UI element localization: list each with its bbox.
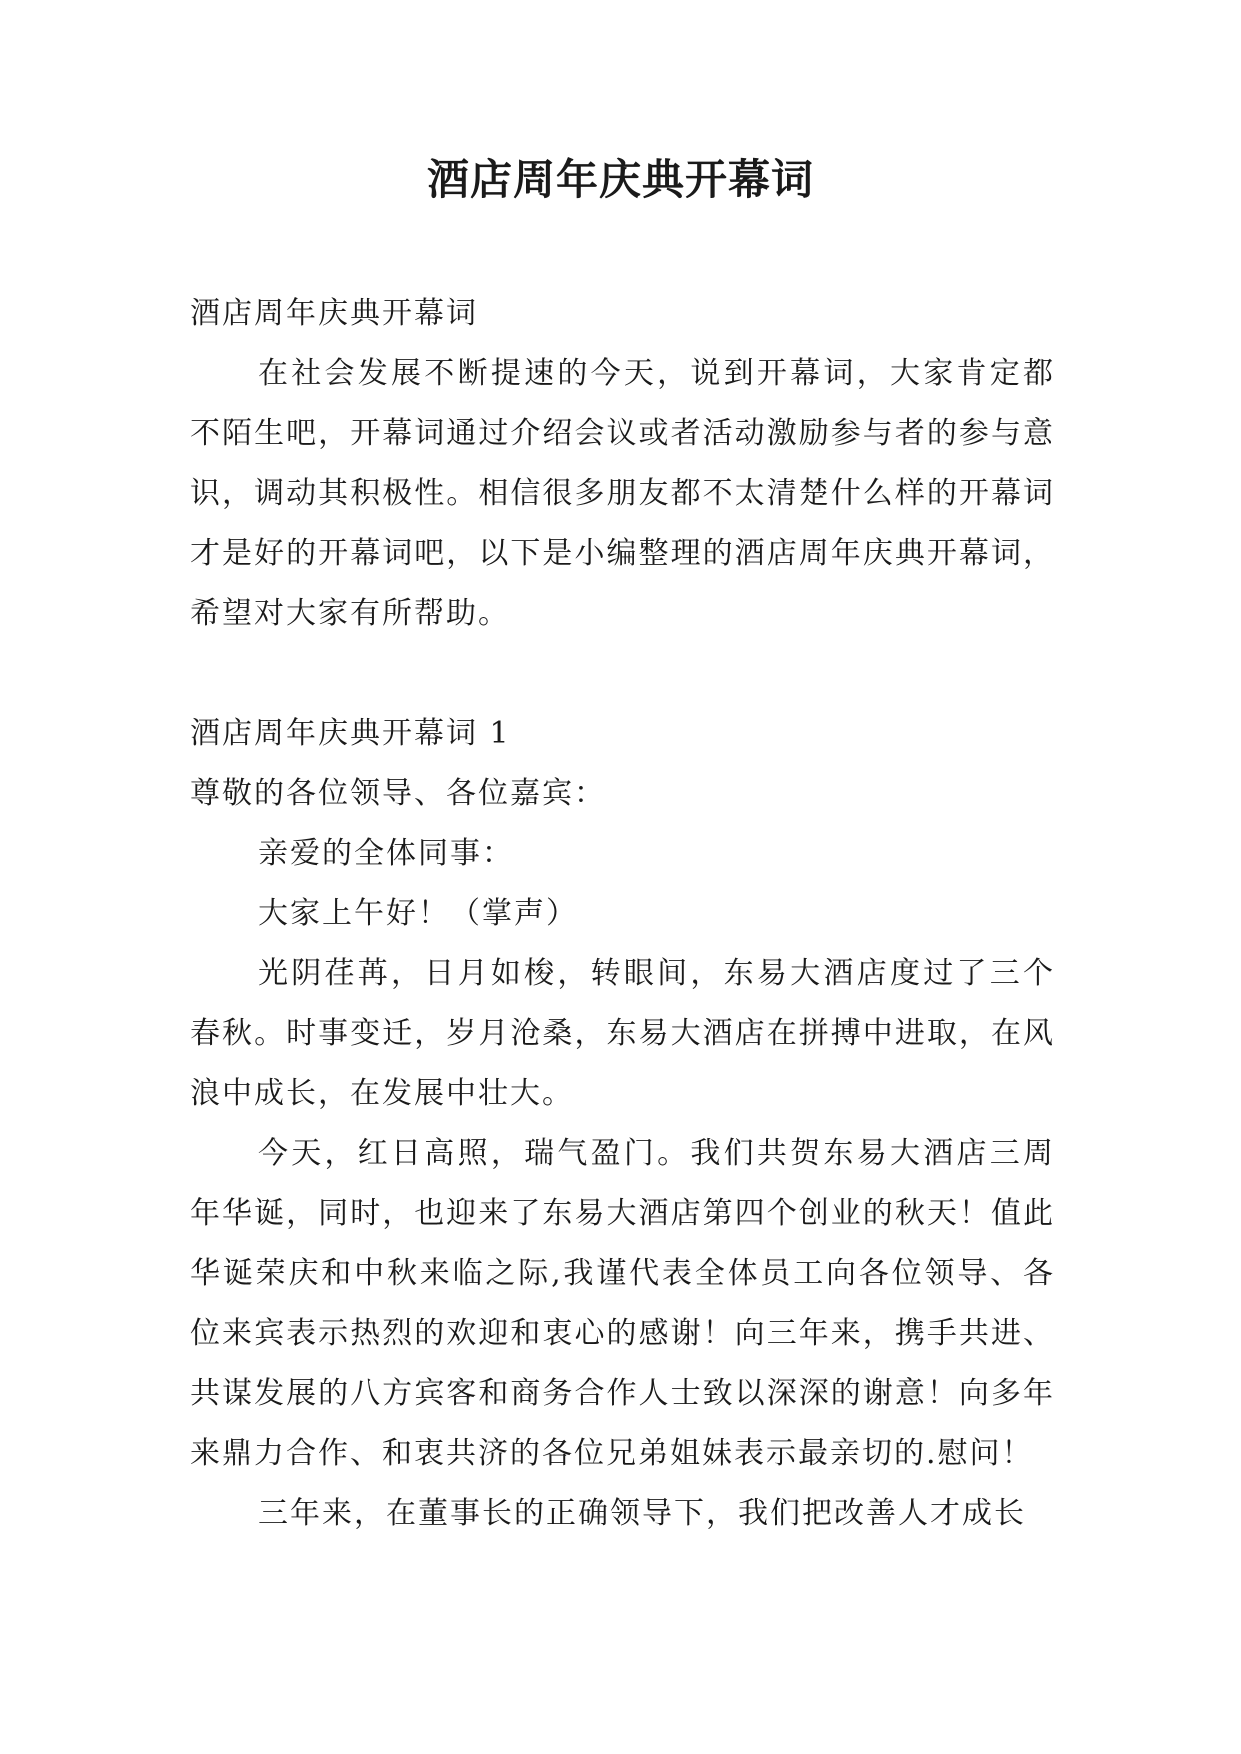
document-title: 酒店周年庆典开幕词: [426, 155, 814, 204]
intro-paragraph: 在社会发展不断提速的今天，说到开幕词，大家肯定都不陌生吧，开幕词通过介绍会议或者活动激励参与者的参与意识，调动其积极性。相信很多朋友都不太清楚什么样的开幕词才是好的开幕词吧，以下是小编整理的酒店周年庆典开幕词，希望对大家有所帮助。: [190, 356, 1055, 631]
body-paragraph-1: 光阴荏苒，日月如梭，转眼间，东易大酒店度过了三个春秋。时事变迁，岁月沧桑，东易大酒店在拼搏中进取，在风浪中成长，在发展中壮大。: [190, 956, 1055, 1111]
subtitle: 酒店周年庆典开幕词: [190, 296, 478, 331]
salutation-leaders: 尊敬的各位领导、各位嘉宾：: [190, 776, 606, 811]
paragraph-spacer: [190, 644, 1055, 704]
body-paragraph-3: 三年来，在董事长的正确领导下，我们把改善人才成长: [258, 1496, 1026, 1531]
document-body: [190, 284, 1055, 1544]
body-paragraph-2: 今天，红日高照，瑞气盈门。我们共贺东易大酒店三周年华诞，同时，也迎来了东易大酒店第四个创业的秋天！值此华诞荣庆和中秋来临之际,我谨代表全体员工向各位领导、各位来宾表示热烈的欢迎和衷心的感谢！向三年来，携手共进、共谋发展的八方宾客和商务合作人士致以深深的谢意！向多年来鼎力合作、和衷共济的各位兄弟姐妹表示最亲切的.慰问！: [190, 1136, 1055, 1471]
greeting: 大家上午好！（掌声）: [258, 896, 578, 931]
salutation-colleagues: 亲爱的全体同事：: [258, 836, 514, 871]
section-heading: 酒店周年庆典开幕词 1: [190, 716, 511, 751]
